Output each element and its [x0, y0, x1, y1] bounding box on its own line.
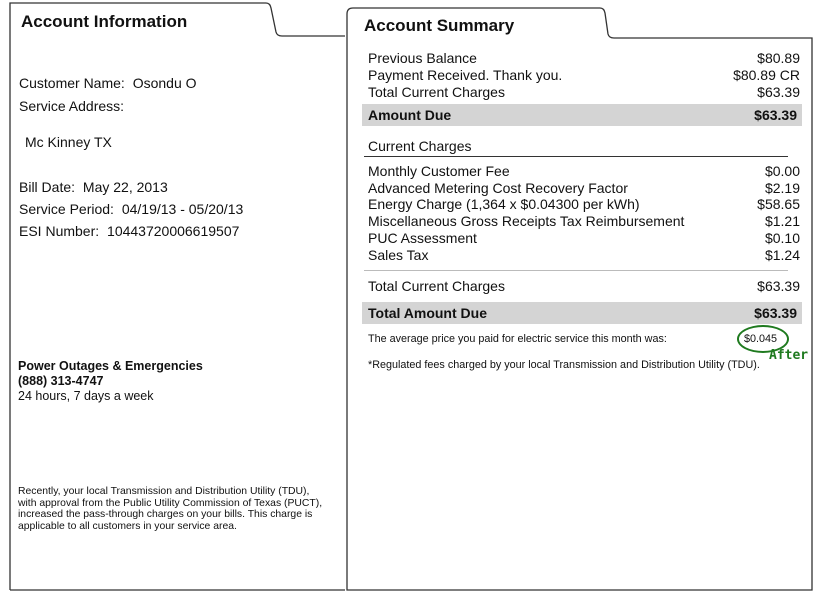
charge-label: Energy Charge (1,364 x $0.04300 per kWh): [368, 196, 640, 212]
summary-row-amount: $80.89: [757, 50, 800, 66]
summary-row-label: Previous Balance: [368, 50, 477, 66]
service-address-value: Mc Kinney TX: [25, 134, 112, 150]
summary-row-label: Payment Received. Thank you.: [368, 67, 563, 83]
account-summary-panel: [344, 0, 822, 600]
total-amount-due-label: Total Amount Due: [368, 305, 487, 321]
service-period-value: 04/19/13 - 05/20/13: [121, 201, 244, 217]
total-amount-due-bar: [362, 302, 802, 324]
average-price-value: $0.045: [744, 333, 778, 345]
after-annotation: After: [769, 348, 809, 363]
customer-name-row: [19, 75, 197, 91]
esi-number-label: ESI Number:: [19, 223, 100, 239]
average-price-text: The average price you paid for electric service this month was:: [368, 333, 667, 345]
service-period-row: [19, 201, 243, 217]
summary-row-label: Total Current Charges: [368, 84, 505, 100]
current-charges-heading-text: Current Charges: [368, 138, 472, 154]
esi-number-row: [19, 223, 239, 239]
charge-amount: $1.21: [764, 213, 800, 229]
account-information-title: Account Information: [21, 12, 188, 31]
account-summary-title: Account Summary: [364, 16, 515, 35]
charge-label: Monthly Customer Fee: [368, 163, 510, 179]
summary-row-amount: $63.39: [757, 84, 800, 100]
esi-number-value: 10443720006619507: [107, 223, 240, 239]
service-address-label: Service Address:: [19, 98, 125, 114]
summary-row-amount: $80.89 CR: [733, 67, 800, 83]
divider: [364, 156, 788, 157]
total-current-charges-amount: $63.39: [757, 278, 800, 294]
customer-name-value: Osondu O: [132, 75, 197, 91]
tdu-notice: Recently, your local Transmission and Distribution Utility (TDU), with approval from the Public Utility Commission of Texas (PUCT), increased the pass-through charges on your bills. This charge is applicable to all customers in your service area.: [18, 486, 323, 532]
power-outages-phone: (888) 313-4747: [18, 374, 104, 388]
bill-date-row: [19, 179, 168, 195]
total-current-charges-label: Total Current Charges: [368, 278, 505, 294]
charge-amount: $1.24: [764, 247, 800, 263]
charge-label: Miscellaneous Gross Receipts Tax Reimbursement: [368, 213, 685, 229]
customer-name-label: Customer Name:: [19, 75, 125, 91]
bill-date-value: May 22, 2013: [82, 179, 168, 195]
footnote: *Regulated fees charged by your local Transmission and Distribution Utility (TDU).: [368, 359, 760, 371]
amount-due-label: Amount Due: [368, 107, 452, 123]
total-amount-due-value: $63.39: [754, 305, 797, 321]
charge-amount: $0.10: [764, 230, 800, 246]
service-period-label: Service Period:: [19, 201, 114, 217]
charge-label: Advanced Metering Cost Recovery Factor: [368, 180, 628, 196]
bill-date-label: Bill Date:: [19, 179, 76, 195]
power-outages-title: Power Outages & Emergencies: [18, 359, 203, 373]
charge-amount: $58.65: [757, 196, 800, 212]
account-information-panel: [0, 0, 345, 600]
charge-amount: $2.19: [764, 180, 800, 196]
charge-label: PUC Assessment: [368, 230, 477, 246]
amount-due-bar: [362, 104, 802, 126]
charge-label: Sales Tax: [368, 247, 429, 263]
divider: [364, 270, 788, 271]
amount-due-value: $63.39: [754, 107, 797, 123]
power-outages-hours: 24 hours, 7 days a week: [18, 389, 154, 403]
charge-amount: $0.00: [764, 163, 800, 179]
